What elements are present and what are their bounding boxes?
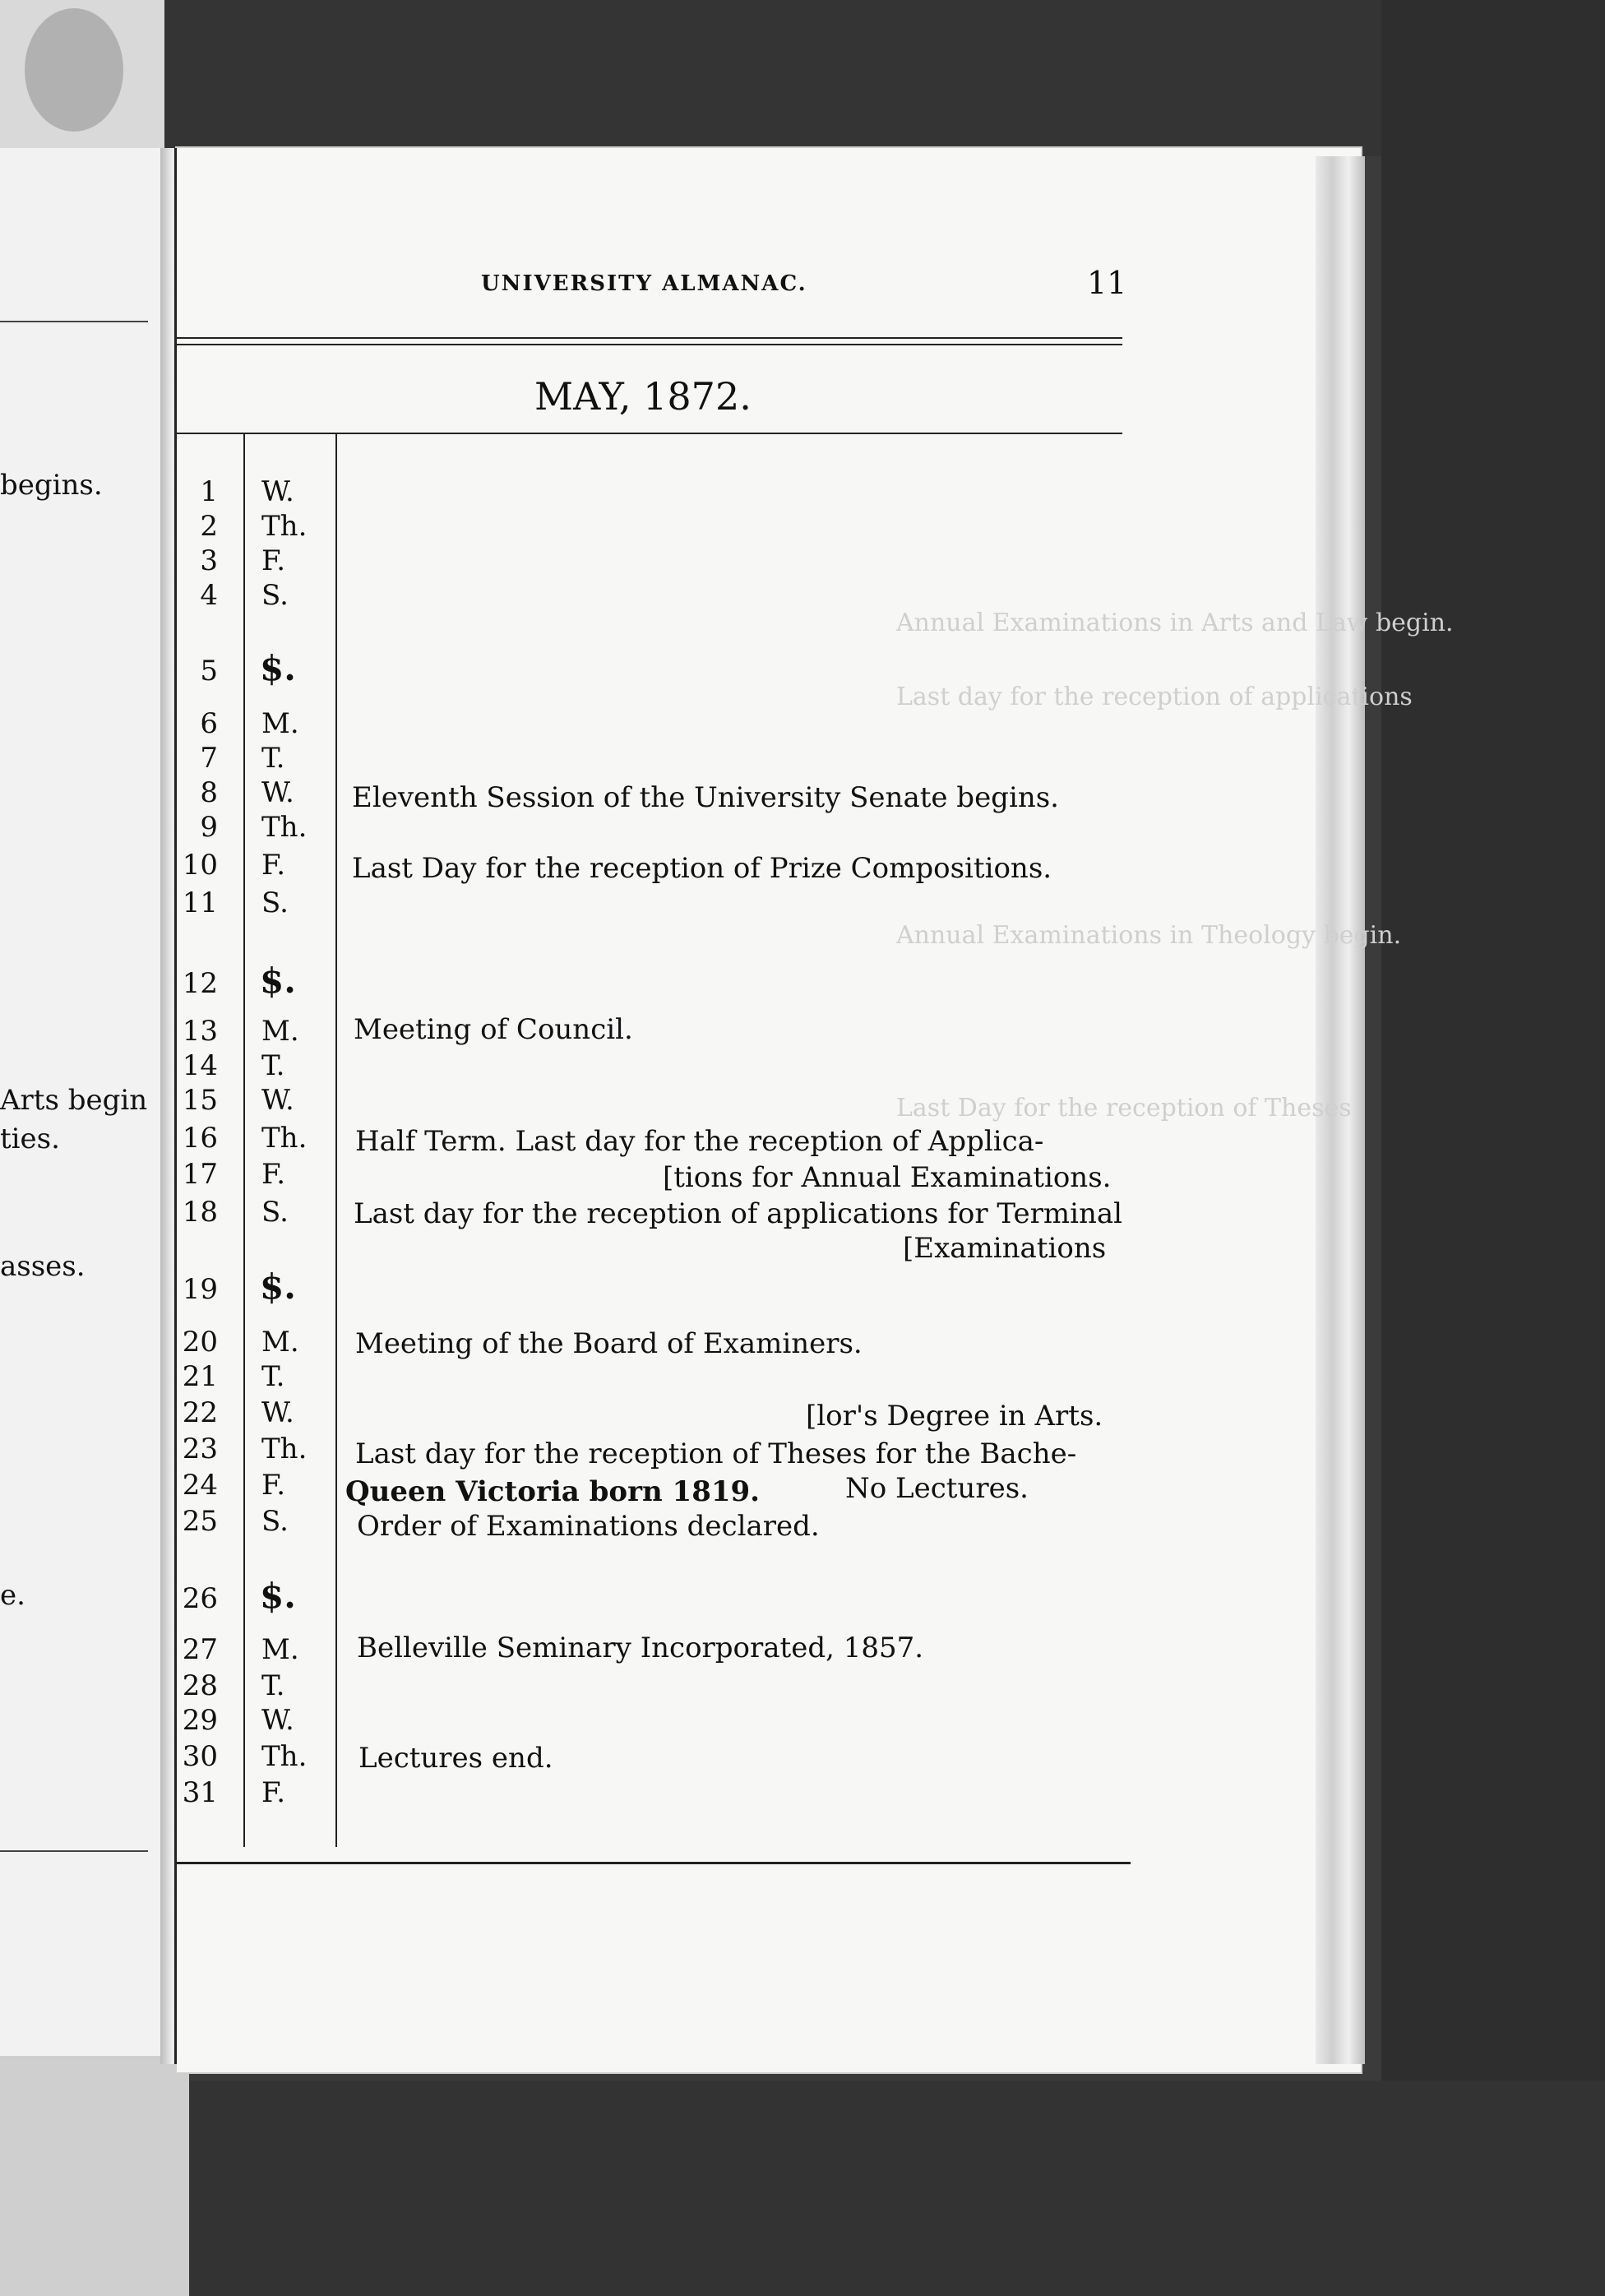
day-number: 21 (182, 1360, 218, 1393)
running-head: UNIVERSITY ALMANAC. (481, 271, 807, 296)
weekday-abbr: Th. (261, 1740, 308, 1773)
day-number: 11 (182, 886, 218, 919)
day-number: 3 (200, 544, 218, 577)
day-number: 30 (182, 1740, 218, 1773)
left-page-text-fragment: begins. (0, 469, 103, 502)
show-through-text: Last Day for the reception of Theses (896, 1094, 1352, 1123)
table-bottom-rule (177, 1862, 1131, 1864)
day-number: 22 (182, 1396, 218, 1429)
day-number: 13 (182, 1015, 218, 1048)
day-number: 9 (200, 811, 218, 844)
weekday-abbr: M. (261, 1326, 299, 1359)
day-number: 17 (182, 1158, 218, 1191)
weekday-abbr: W. (261, 1084, 294, 1117)
day-number: 5 (200, 655, 218, 687)
weekday-abbr: S. (261, 1505, 289, 1538)
calendar-event: Eleventh Session of the University Senate begins. (352, 781, 1059, 814)
day-number: 19 (182, 1273, 218, 1306)
day-number: 25 (182, 1505, 218, 1538)
calendar-event: [tions for Annual Examinations. (663, 1161, 1112, 1194)
weekday-abbr: F. (261, 544, 286, 577)
scanner-background-top (0, 0, 1605, 156)
day-number: 7 (200, 742, 218, 775)
weekday-abbr: T. (261, 1049, 285, 1082)
left-page-text-fragment: ties. (0, 1123, 60, 1155)
day-number: 1 (200, 475, 218, 508)
weekday-abbr: Th. (261, 1122, 308, 1155)
table-top-rule (177, 433, 1122, 434)
weekday-abbr: M. (261, 1015, 299, 1048)
left-page-rule (0, 321, 148, 322)
header-rule (177, 337, 1122, 339)
day-number: 14 (182, 1049, 218, 1082)
day-number: 8 (200, 776, 218, 809)
weekday-abbr: S. (261, 1196, 289, 1229)
day-number: 10 (182, 849, 218, 882)
column-divider (243, 433, 245, 1847)
weekday-abbr: S. (261, 886, 289, 919)
calendar-event: Last day for the reception of applications for Terminal (354, 1197, 1122, 1230)
calendar-event: Meeting of Council. (354, 1013, 633, 1046)
day-number: 23 (182, 1433, 218, 1465)
day-number: 28 (182, 1669, 218, 1702)
weekday-abbr: Th. (261, 811, 308, 844)
calendar-event: Belleville Seminary Incorporated, 1857. (357, 1632, 924, 1664)
weekday-abbr: M. (261, 1633, 299, 1666)
weekday-abbr: Th. (261, 510, 308, 543)
day-number: 29 (182, 1704, 218, 1737)
day-number: 12 (182, 967, 218, 1000)
show-through-text: Last day for the reception of applications (896, 683, 1413, 711)
left-page-text-fragment: Arts begin (0, 1084, 148, 1117)
month-title: MAY, 1872. (534, 374, 752, 419)
sunday-mark: $. (260, 961, 296, 1001)
header-rule (177, 344, 1122, 345)
show-through-text: Annual Examinations in Theology begin. (896, 921, 1402, 950)
weekday-abbr: W. (261, 1396, 294, 1429)
calendar-event: Queen Victoria born 1819. (345, 1475, 761, 1508)
day-number: 24 (182, 1469, 218, 1502)
weekday-abbr: F. (261, 1776, 286, 1809)
day-number: 18 (182, 1196, 218, 1229)
weekday-abbr: F. (261, 1158, 286, 1191)
show-through-text: Annual Examinations in Arts and Law begin. (896, 609, 1454, 637)
weekday-abbr: T. (261, 1669, 285, 1702)
day-number: 31 (182, 1776, 218, 1809)
calendar-event: Lectures end. (358, 1742, 553, 1775)
calendar-event: Half Term. Last day for the reception of Applica- (355, 1125, 1044, 1158)
calendar-event: Meeting of the Board of Examiners. (355, 1327, 863, 1360)
left-page-rule (0, 1850, 148, 1852)
calendar-event: [lor's Degree in Arts. (806, 1400, 1103, 1433)
day-number: 20 (182, 1326, 218, 1359)
scanner-background-right (1381, 0, 1605, 2296)
weekday-abbr: T. (261, 1360, 285, 1393)
weekday-abbr: W. (261, 776, 294, 809)
day-number: 2 (200, 510, 218, 543)
day-number: 16 (182, 1122, 218, 1155)
weekday-abbr: F. (261, 1469, 286, 1502)
sunday-mark: $. (260, 1576, 296, 1616)
weekday-abbr: F. (261, 849, 286, 882)
calendar-event: No Lectures. (845, 1472, 1029, 1505)
left-page-text-fragment: e. (0, 1579, 25, 1612)
page-number: 11 (1087, 265, 1127, 301)
day-number: 27 (182, 1633, 218, 1666)
adjacent-page-corner (0, 0, 164, 148)
day-number: 4 (200, 579, 218, 612)
calendar-event: Last day for the reception of Theses for the Bache- (355, 1437, 1077, 1470)
adjacent-page-corner-bottom (0, 2048, 189, 2296)
calendar-event: [Examinations (903, 1232, 1107, 1265)
scanner-background-bottom (0, 2081, 1605, 2296)
weekday-abbr: Th. (261, 1433, 308, 1465)
weekday-abbr: S. (261, 579, 289, 612)
calendar-event: Order of Examinations declared. (357, 1510, 820, 1543)
weekday-abbr: M. (261, 707, 299, 740)
calendar-event: Last Day for the reception of Prize Compositions. (352, 852, 1052, 885)
day-number: 6 (200, 707, 218, 740)
column-divider (335, 433, 337, 1847)
left-page-text-fragment: asses. (0, 1250, 86, 1283)
sunday-mark: $. (260, 648, 296, 688)
weekday-abbr: W. (261, 475, 294, 508)
weekday-abbr: T. (261, 742, 285, 775)
sunday-mark: $. (260, 1266, 296, 1307)
weekday-abbr: W. (261, 1704, 294, 1737)
day-number: 26 (182, 1582, 218, 1615)
day-number: 15 (182, 1084, 218, 1117)
